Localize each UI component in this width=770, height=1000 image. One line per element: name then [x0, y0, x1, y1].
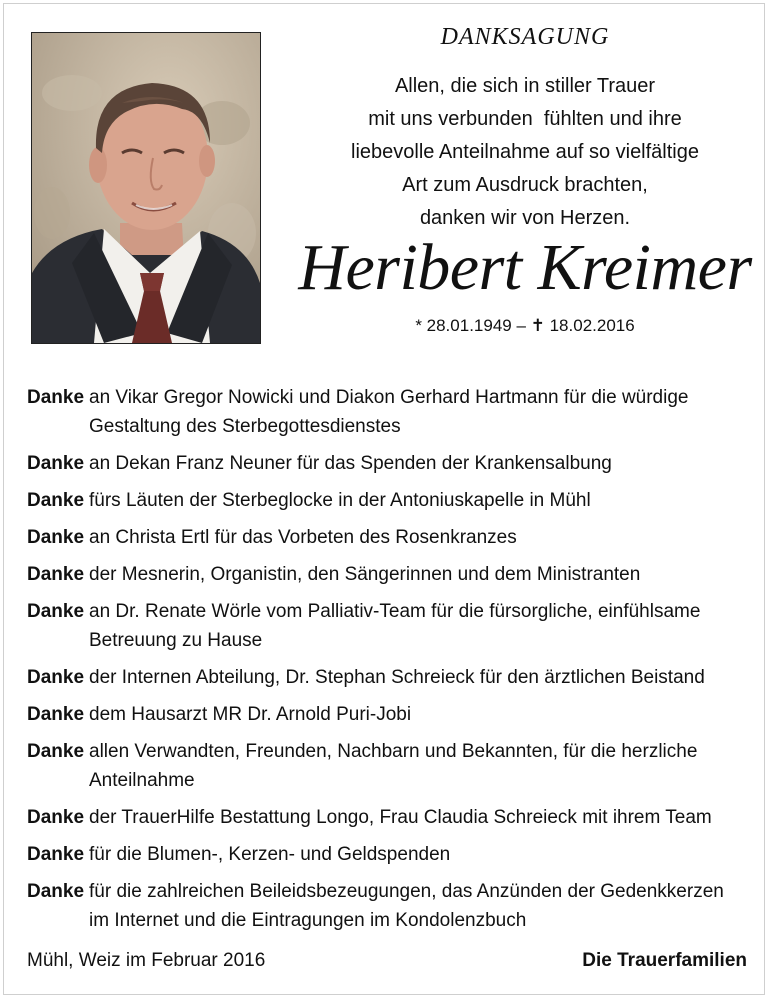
danke-label: Danke — [27, 844, 85, 865]
thanks-text: fürs Läuten der Sterbeglocke in der Antoniuskapelle in Mühl — [89, 490, 591, 511]
footer — [27, 950, 747, 972]
thanks-text: dem Hausarzt MR Dr. Arnold Puri-Jobi — [89, 704, 412, 725]
danke-label: Danke — [27, 741, 85, 762]
thanks-text: der TrauerHilfe Bestattung Longo, Frau Claudia Schreieck mit ihrem Team — [89, 807, 712, 828]
thanks-text: allen Verwandten, Freunden, Nachbarn und Bekannten, für die herzliche Anteilnahme — [89, 741, 698, 791]
thanks-text: an Dr. Renate Wörle vom Palliativ-Team für die fürsorgliche, einfühlsame Betreuung zu Hause — [89, 601, 701, 651]
thanks-item — [27, 383, 747, 441]
intro-line: liebevolle Anteilnahme auf so vielfältige — [351, 141, 699, 163]
danke-label: Danke — [27, 527, 85, 548]
danke-label: Danke — [27, 387, 85, 408]
intro-text — [300, 70, 750, 235]
danke-label: Danke — [27, 807, 85, 828]
thanks-text: der Internen Abteilung, Dr. Stephan Schreieck für den ärztlichen Beistand — [89, 667, 705, 688]
thanks-item — [27, 840, 747, 869]
place-date: Mühl, Weiz im Februar 2016 — [27, 950, 266, 971]
thanks-item — [27, 523, 747, 552]
thanks-item — [27, 449, 747, 478]
thanks-item — [27, 560, 747, 589]
intro-line: danken wir von Herzen. — [419, 207, 631, 229]
intro-line: Art zum Ausdruck brachten, — [402, 174, 648, 196]
thanks-item — [27, 877, 747, 935]
thanks-item — [27, 737, 747, 795]
thanks-text: an Dekan Franz Neuner für das Spenden der Krankensalbung — [89, 453, 612, 474]
thanks-item — [27, 803, 747, 832]
danke-label: Danke — [27, 704, 85, 725]
danke-label: Danke — [27, 881, 85, 902]
danke-label: Danke — [27, 490, 85, 511]
thanks-item — [27, 663, 747, 692]
deceased-name: Heribert Kreimer — [298, 231, 752, 304]
danke-label: Danke — [27, 564, 85, 585]
danke-label: Danke — [27, 601, 85, 622]
intro-line: mit uns verbunden fühlten und ihre — [368, 108, 682, 130]
signature: Die Trauerfamilien — [582, 950, 747, 971]
thanks-text: für die Blumen-, Kerzen- und Geldspenden — [89, 844, 451, 865]
thanks-item — [27, 486, 747, 515]
danke-label: Danke — [27, 453, 85, 474]
thanks-list — [27, 383, 747, 943]
thanks-item — [27, 597, 747, 655]
intro-line: Allen, die sich in stiller Trauer — [394, 75, 656, 97]
danke-label: Danke — [27, 667, 85, 688]
life-dates: * 28.01.1949 – ✝ 18.02.2016 — [415, 316, 635, 335]
heading-danksagung: DANKSAGUNG — [440, 24, 610, 50]
thanks-text: der Mesnerin, Organistin, den Sängerinnen und dem Ministranten — [89, 564, 641, 585]
portrait-photo — [31, 32, 261, 344]
thanks-text: an Vikar Gregor Nowicki und Diakon Gerhard Hartmann für die würdige Gestaltung des Sterbegottesdienstes — [89, 387, 689, 437]
thanks-text: für die zahlreichen Beileidsbezeugungen, das Anzünden der Gedenkkerzen im Internet und die Eintragungen im Kondolenzbuch — [89, 881, 724, 931]
thanks-item — [27, 700, 747, 729]
thanks-text: an Christa Ertl für das Vorbeten des Rosenkranzes — [89, 527, 517, 548]
